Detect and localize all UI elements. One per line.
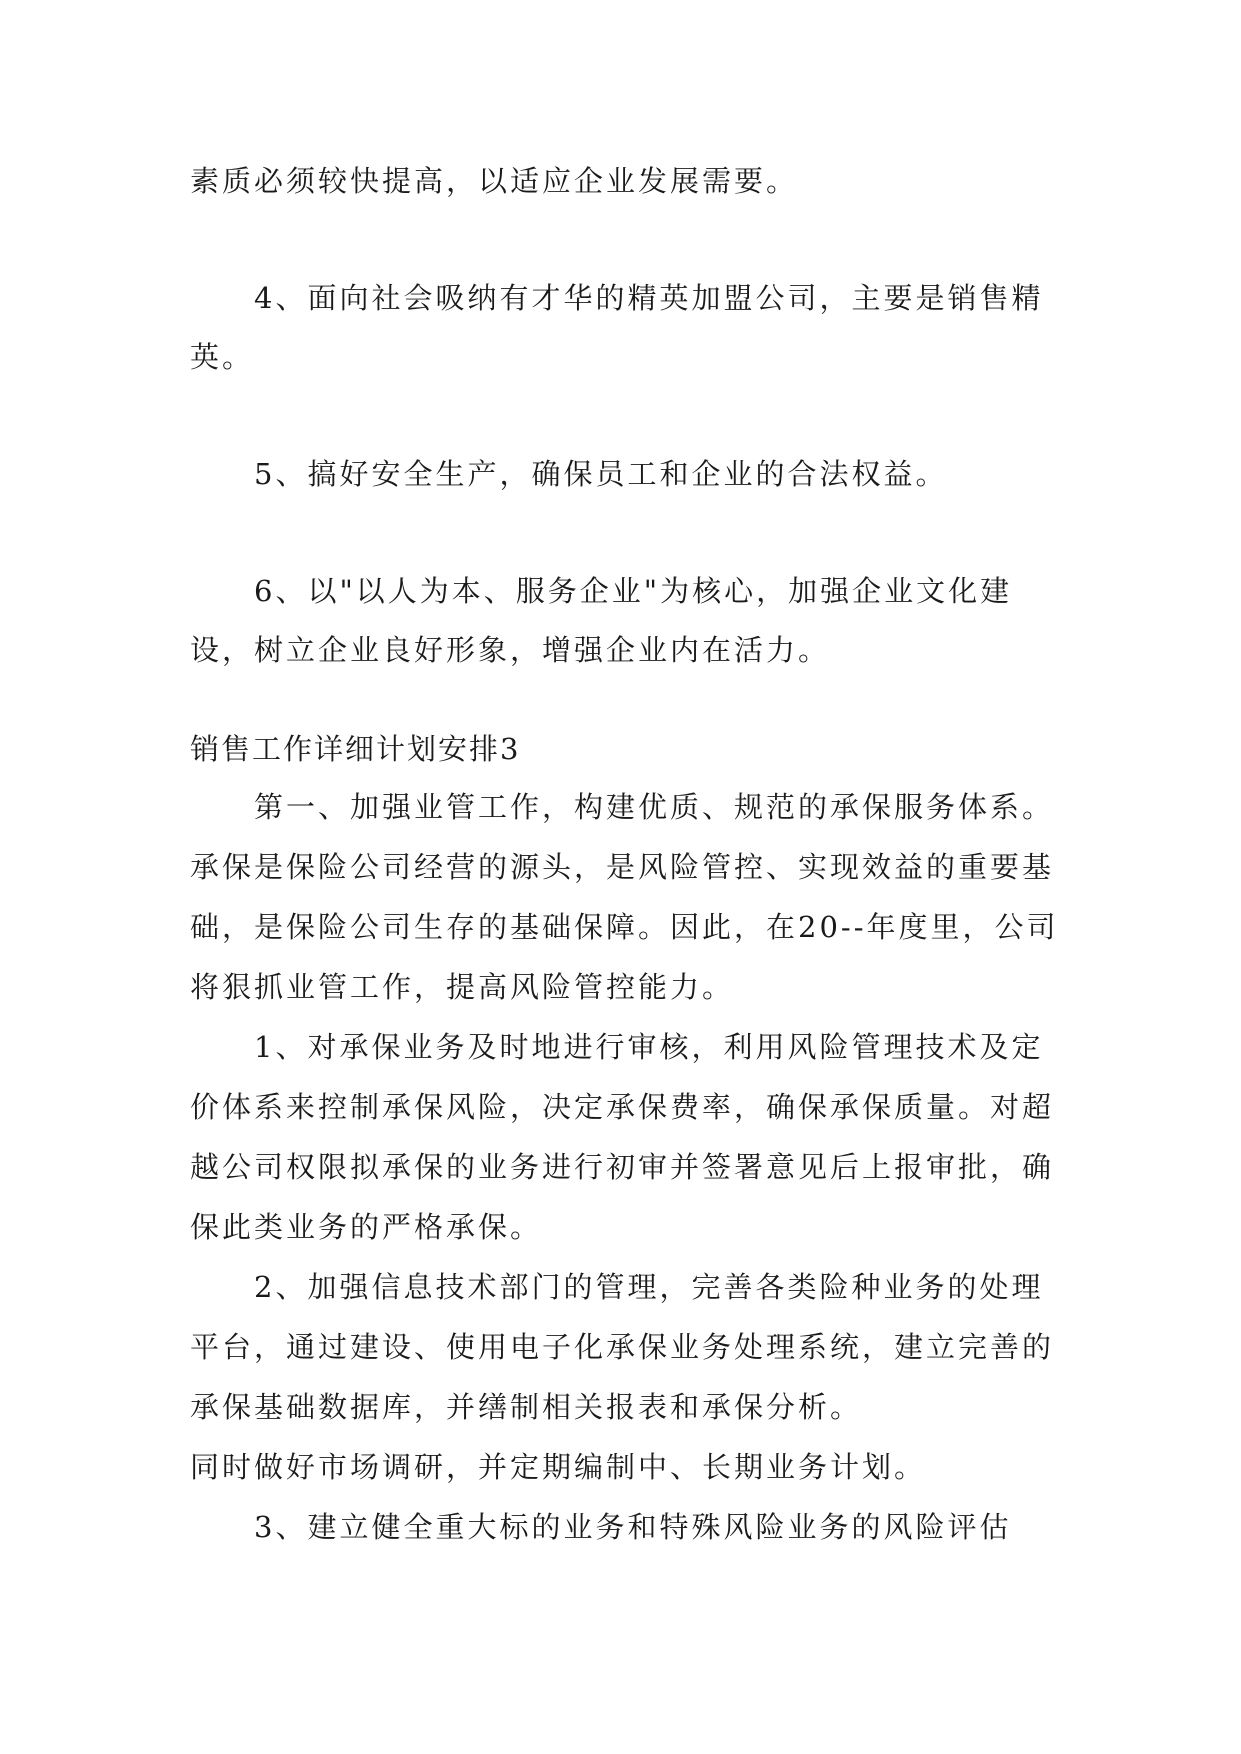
paragraph-item-4: 4、面向社会吸纳有才华的精英加盟公司，主要是销售精英。 — [190, 281, 1044, 374]
section-paragraph-market-research: 同时做好市场调研，并定期编制中、长期业务计划。 — [190, 1450, 927, 1484]
paragraph-continuation: 素质必须较快提高，以适应企业发展需要。 — [190, 164, 799, 198]
section-title: 销售工作详细计划安排3 — [190, 732, 521, 766]
document-body — [190, 152, 1070, 1557]
paragraph-item-5: 5、搞好安全生产，确保员工和企业的合法权益。 — [254, 457, 948, 491]
paragraph-item-6: 6、以"以人为本、服务企业"为核心，加强企业文化建设，树立企业良好形象，增强企业内在活力。 — [190, 574, 1013, 667]
section-paragraph-item-3: 3、建立健全重大标的业务和特殊风险业务的风险评估 — [254, 1510, 1012, 1544]
section-paragraph-item-2: 2、加强信息技术部门的管理，完善各类险种业务的处理平台，通过建设、使用电子化承保业务处理系统，建立完善的承保基础数据库，并缮制相关报表和承保分析。 — [190, 1270, 1055, 1424]
section-paragraph-item-1: 1、对承保业务及时地进行审核，利用风险管理技术及定价体系来控制承保风险，决定承保费率，确保承保质量。对超越公司权限拟承保的业务进行初审并签署意见后上报审批，确保此类业务的严格承保。 — [190, 1030, 1055, 1244]
section-paragraph-first: 第一、加强业管工作，构建优质、规范的承保服务体系。承保是保险公司经营的源头，是风险管控、实现效益的重要基础，是保险公司生存的基础保障。因此，在20--年度里，公司将狠抓业管工作，提高风险管控能力。 — [190, 790, 1059, 1004]
